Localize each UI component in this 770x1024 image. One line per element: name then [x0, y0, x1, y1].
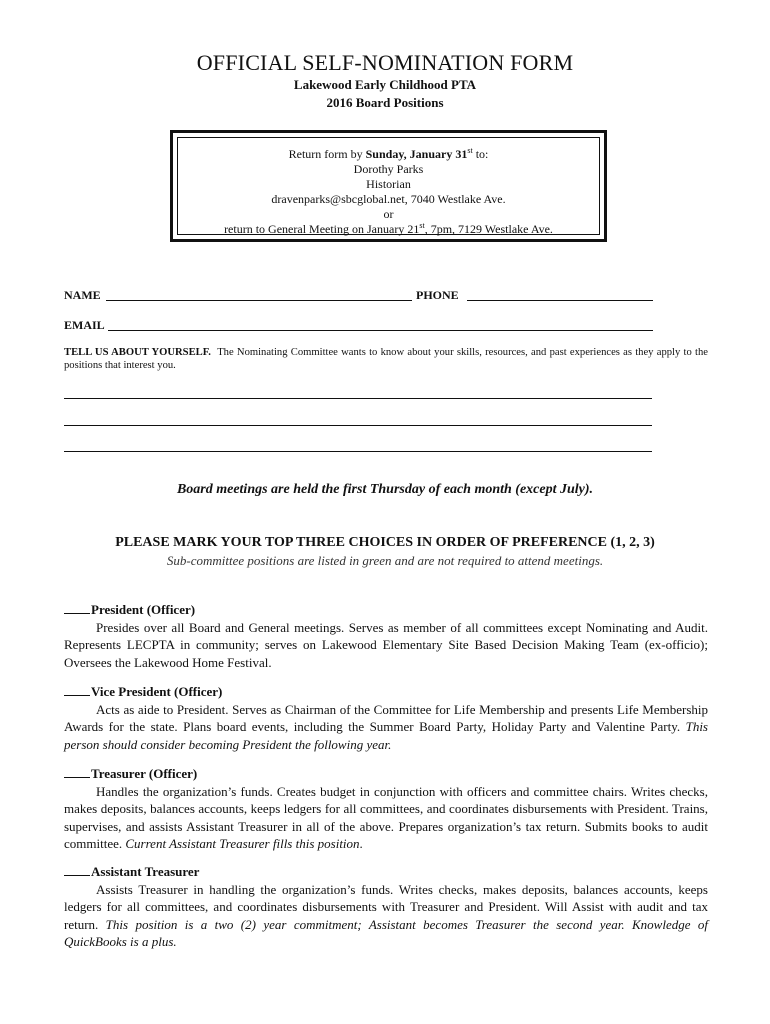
- vice-president-rank-blank[interactable]: [64, 684, 90, 696]
- about-yourself-label: TELL US ABOUT YOURSELF.: [64, 347, 211, 358]
- return-deadline-date: Sunday, January 31: [365, 147, 468, 161]
- subcommittee-note: Sub-committee positions are listed in green and are not required to attend meetings.: [166, 553, 604, 568]
- position-assistant-treasurer: [64, 863, 708, 951]
- about-write-line-3[interactable]: [64, 451, 652, 452]
- phone-label: PHONE: [416, 288, 459, 302]
- organization-name: Lakewood Early Childhood PTA: [293, 77, 477, 92]
- treasurer-rank-blank[interactable]: [64, 766, 90, 778]
- return-contact-name: Dorothy Parks: [353, 162, 424, 176]
- treasurer-description: Handles the organization’s funds. Creates budget in conjunction with officers and committee chairs. Writes checks, makes deposits, balances accounts, keeps ledgers for all committees, and coordinates disbursements with President. Trains, supervises, and assists Assistant Treasurer in all of the above. Prepares organization’s tax return. Submits books to audit committee. Current Assistant Treasurer fills this position.: [64, 783, 708, 851]
- phone-field[interactable]: [467, 300, 653, 301]
- treasurer-title: Treasurer (Officer): [91, 766, 198, 781]
- choices-heading: PLEASE MARK YOUR TOP THREE CHOICES IN ORDER OF PREFERENCE (1, 2, 3): [115, 535, 655, 550]
- form-title: OFFICIAL SELF-NOMINATION FORM: [196, 50, 574, 75]
- assistant-treasurer-rank-blank[interactable]: [64, 864, 90, 876]
- return-or-text: or: [383, 207, 394, 221]
- about-yourself-text: The Nominating Committee wants to know about your skills, resources, and past experiences as they apply to the positions that interest you.: [64, 347, 708, 371]
- vice-president-description: Acts as aide to President. Serves as Chairman of the Committee for Life Membership and presents Life Membership Awards for the state. Plans board events, including the Summer Board Party, Holiday Party and Valentine Party. This person should consider becoming President the following year.: [64, 701, 708, 752]
- vice-president-title: Vice President (Officer): [91, 684, 223, 699]
- about-yourself-paragraph: [64, 346, 708, 372]
- position-vice-president: [64, 683, 708, 753]
- assistant-treasurer-note: This position is a two (2) year commitment; Assistant becomes Treasurer the second year. Knowledge of QuickBooks is a plus.: [64, 916, 708, 949]
- treasurer-note: Current Assistant Treasurer fills this position: [125, 836, 360, 851]
- president-rank-blank[interactable]: [64, 602, 90, 614]
- return-deadline-line: Return form by Sunday, January 31st to:: [288, 146, 489, 161]
- position-treasurer: [64, 765, 708, 853]
- name-label: NAME: [64, 288, 101, 302]
- email-field[interactable]: [108, 330, 653, 331]
- position-president: [64, 601, 708, 671]
- assistant-treasurer-description: Assists Treasurer in handling the organization’s funds. Writes checks, makes deposits, balances accounts, keeps ledgers for all committees, and coordinates disbursements with Treasurer and President. Will Assist with audit and tax return. This position is a two (2) year commitment; Assistant becomes Treasurer the second year. Knowledge of QuickBooks is a plus.: [64, 881, 708, 949]
- board-meetings-note: Board meetings are held the first Thursday of each month (except July).: [176, 482, 594, 497]
- president-description: Presides over all Board and General meetings. Serves as member of all committees except Nominating and Audit. Represents LECPTA in community; serves on Lakewood Elementary Site Based Decision Making Team (ex-officio); Oversees the Lakewood Home Festival.: [64, 619, 708, 670]
- return-contact-address: dravenparks@sbcglobal.net, 7040 Westlake Ave.: [271, 192, 506, 206]
- return-contact-role: Historian: [366, 177, 411, 191]
- president-title: President (Officer): [91, 602, 196, 617]
- return-instructions-inner-border: [177, 137, 600, 235]
- name-field[interactable]: [106, 300, 412, 301]
- return-instructions-box: [170, 130, 607, 242]
- assistant-treasurer-title: Assistant Treasurer: [91, 864, 200, 879]
- return-meeting-line: return to General Meeting on January 21st, 7pm, 7129 Westlake Ave.: [224, 221, 553, 236]
- vice-president-note: This person should consider becoming President the following year.: [64, 719, 708, 752]
- about-write-line-2[interactable]: [64, 425, 652, 426]
- email-label: EMAIL: [64, 318, 105, 332]
- about-write-line-1[interactable]: [64, 398, 652, 399]
- form-subtitle: 2016 Board Positions: [326, 95, 444, 110]
